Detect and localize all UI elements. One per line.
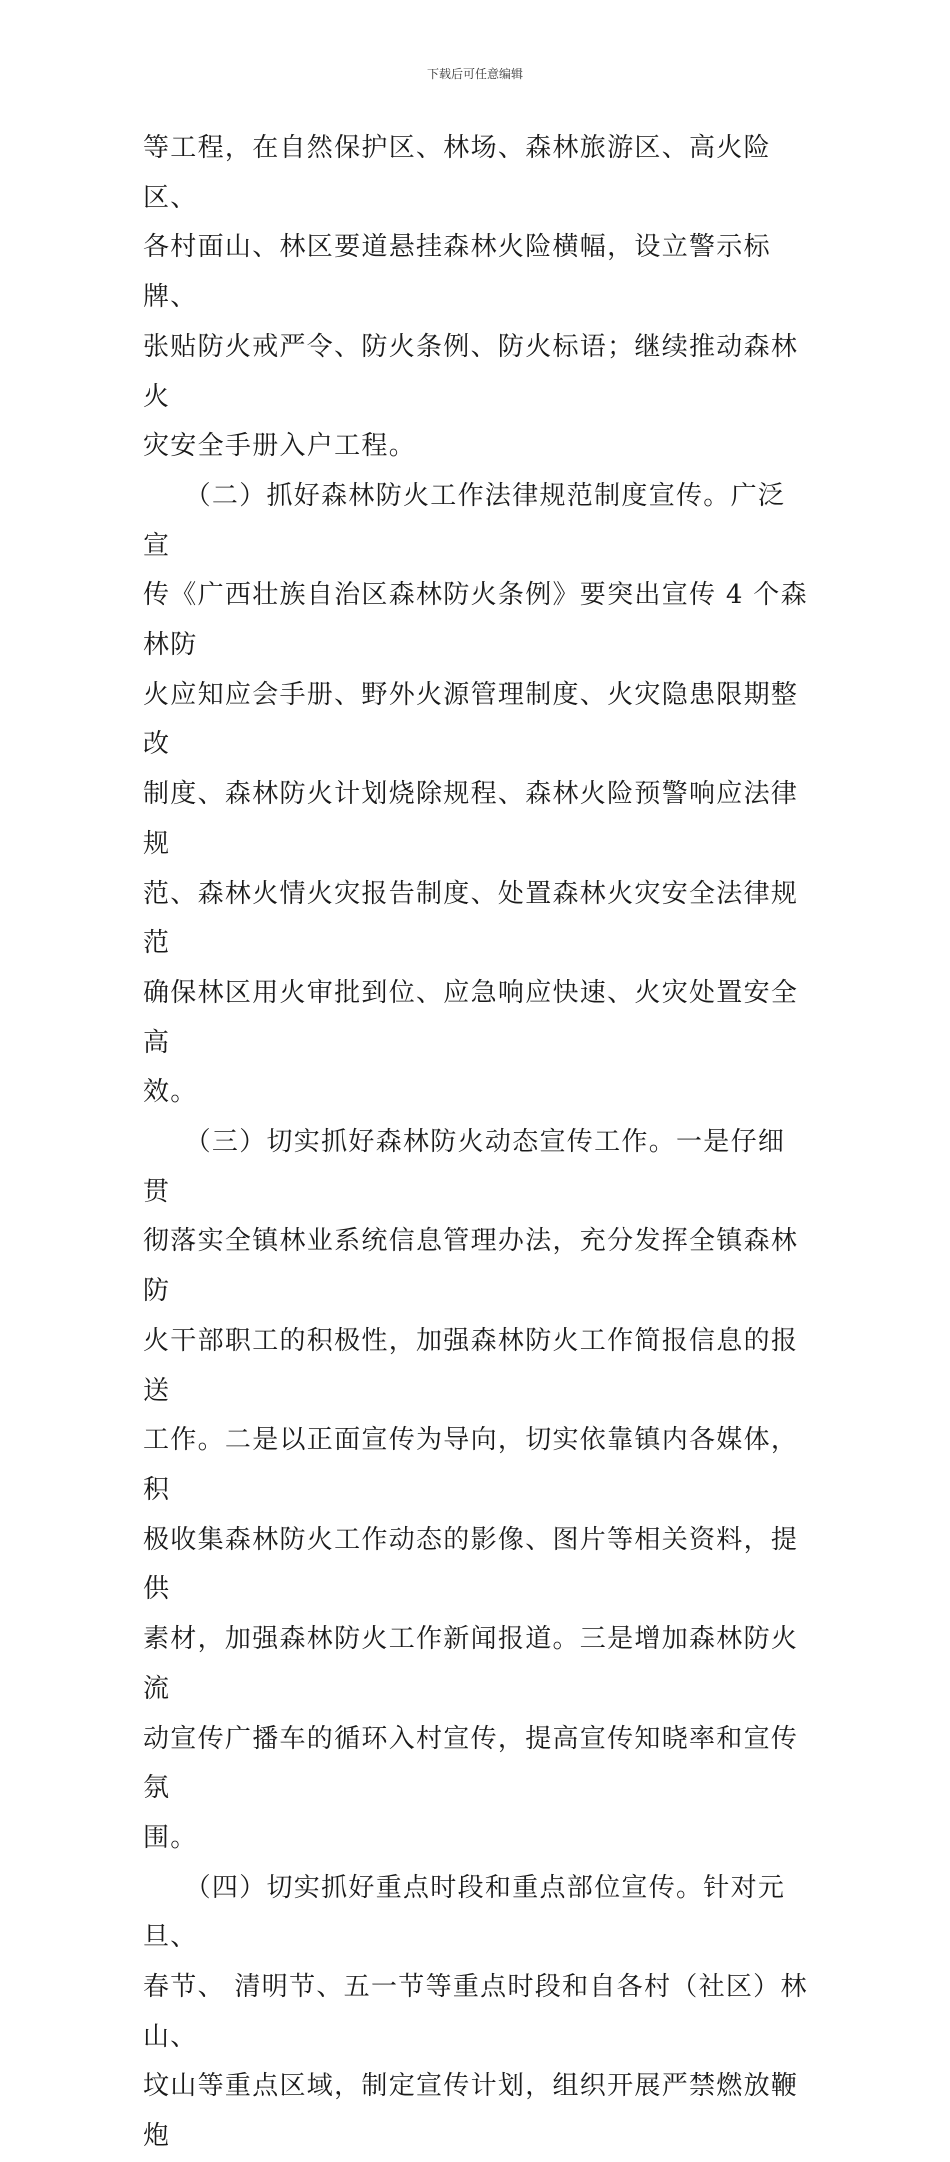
paragraph-continued: 等工程，在自然保护区、林场、森林旅游区、高火险区、 各村面山、林区要道悬挂森林火险横幅，设立警示标牌、 张贴防火戒严令、防火条例、防火标语；继续推动森林火 灾安全手册入户工程。 xyxy=(143,133,799,462)
paragraph-section-4: （四）切实抓好重点时段和重点部位宣传。针对元旦、 春节、 清明节、五一节等重点时段和自各村（社区）林山、 坟山等重点区域，制定宣传计划，组织开展严禁燃放鞭炮 xyxy=(143,1872,808,2152)
paragraph-section-2: （二）抓好森林防火工作法律规范制度宣传。广泛宣 传《广西壮族自治区森林防火条例》要突出宣传 4 个森林防 火应知应会手册、野外火源管理制度、火灾隐患限期整改 制度、森林防火计划烧除规程、森林火险预警响应法律规 范、森林火情火灾报告制度、处置森林火灾安全法律规范 确保林区用火审批到位、应急响应快速、火灾处置安全高 效。 xyxy=(143,480,808,1108)
document-body xyxy=(143,124,811,2162)
paragraph-section-3: （三）切实抓好森林防火动态宣传工作。一是仔细贯 彻落实全镇林业系统信息管理办法，充分发挥全镇森林防 火干部职工的积极性，加强森林防火工作简报信息的报送 工作。二是以正面宣传为导向，切实依靠镇内各媒体，积 极收集森林防火工作动态的影像、图片等相关资料，提供 素材，加强森林防火工作新闻报道。三是增加森林防火流 动宣传广播车的循环入村宣传，提高宣传知晓率和宣传氛 围。 xyxy=(143,1127,799,1853)
header-note: 下载后可任意编辑 xyxy=(426,67,523,81)
